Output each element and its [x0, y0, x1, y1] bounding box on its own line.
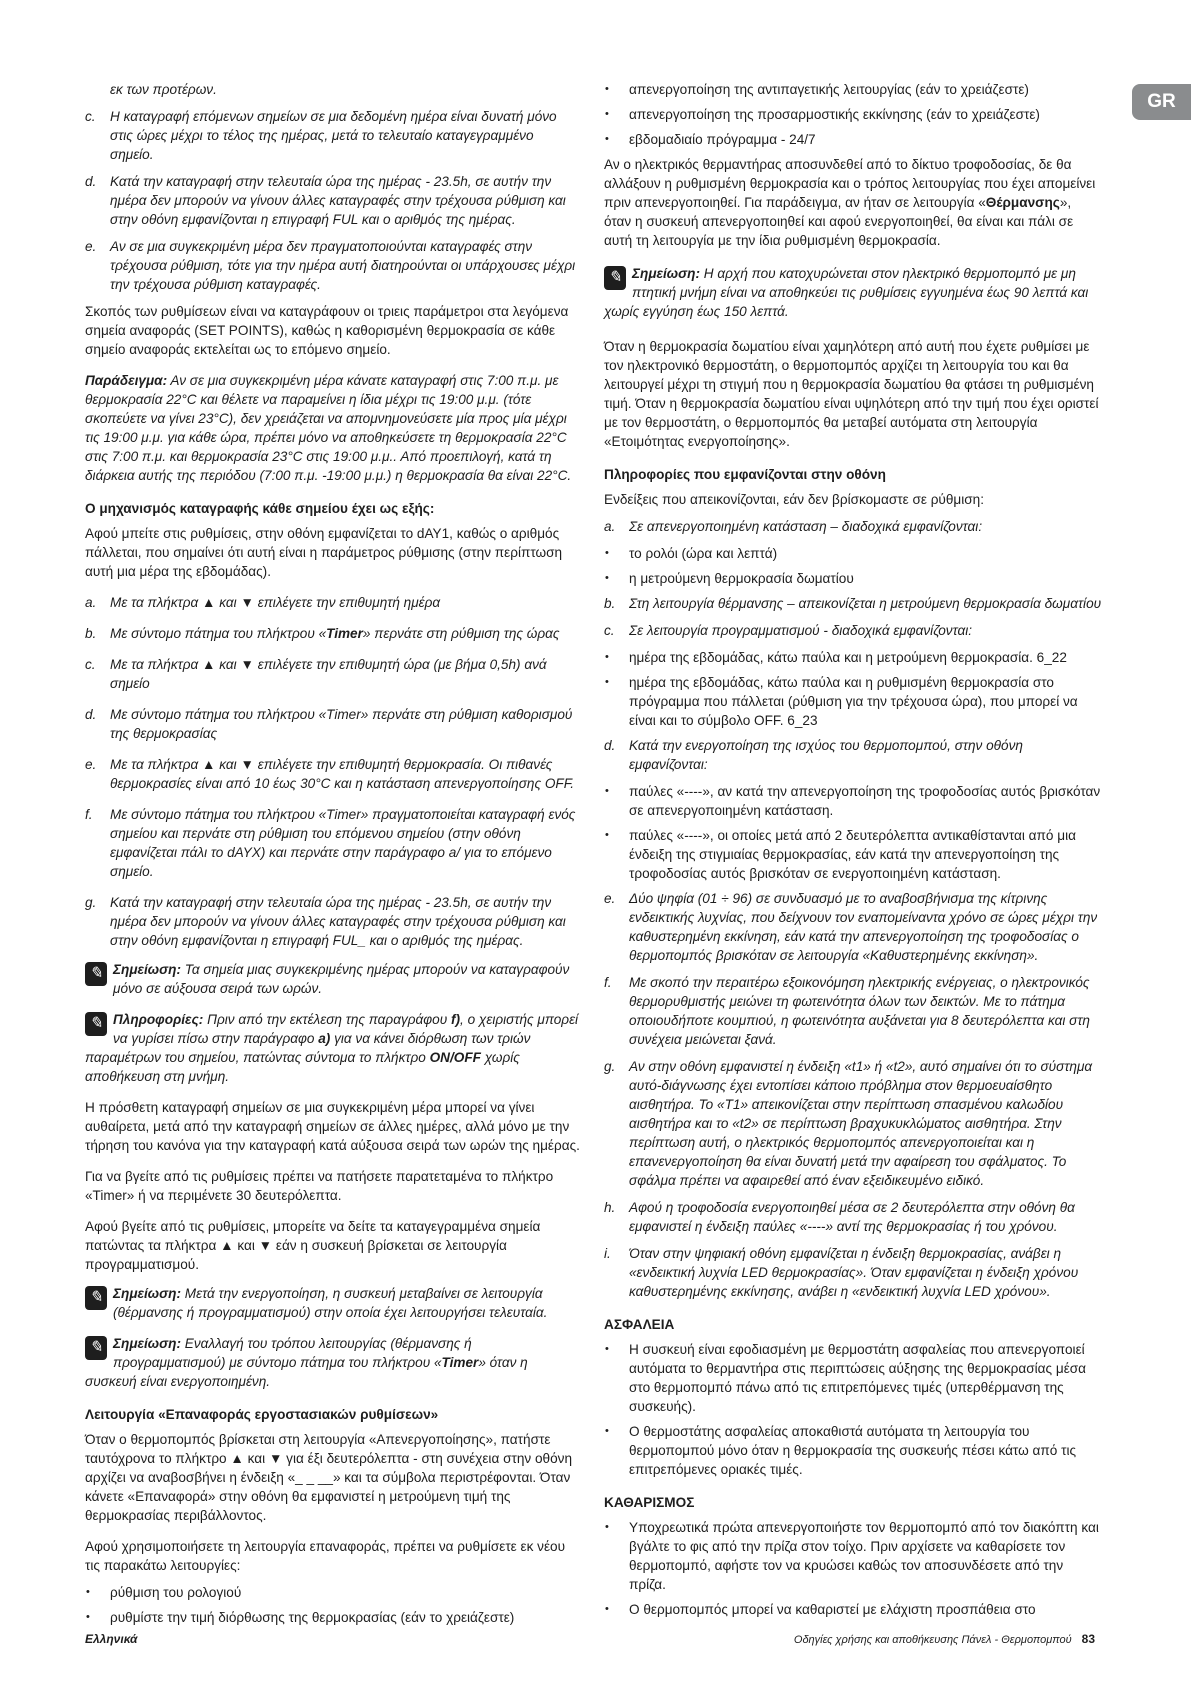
bullet-item: • το ρολόι (ώρα και λεπτά) — [605, 546, 778, 561]
note-box: ✎ Σημείωση: Μετά την ενεργοποίηση, η συσκευή μεταβαίνει σε λειτουργία (θέρμανσης ή προγραμματισμού) στην οποία έχει λειτουργήσει τελευταία. — [85, 1284, 580, 1322]
step-item: d. Με σύντομο πάτημα του πλήκτρου «Timer» περνάτε στη ρύθμιση καθορισμού της θερμοκρασίας — [85, 707, 573, 741]
pencil-icon: ✎ — [85, 1012, 107, 1036]
up-arrow-icon: ▲ — [202, 657, 216, 672]
down-arrow-icon: ▼ — [268, 1451, 283, 1466]
note-box: ✎ Σημείωση: Εναλλαγή του τρόπου λειτουργίας (θέρμανσης ή προγραμματισμού) με σύντομο πάτημα του πλήκτρου «Timer» όταν η συσκευή είναι ενεργοποιημένη. — [85, 1336, 528, 1389]
bullet-item: • ημέρα της εβδομάδας, κάτω παύλα και η μετρούμενη θερμοκρασία. 6_22 — [605, 650, 1067, 665]
paragraph: Ενδείξεις που απεικονίζονται, εάν δεν βρίσκομαστε σε ρύθμιση: — [604, 492, 985, 507]
note-box: ✎ Σημείωση: Τα σημεία μιας συγκεκριμένης ημέρας μπορούν να καταγραφούν μόνο σε αύξουσα σειρά των ωρών. — [85, 960, 580, 998]
step-item: a. Με τα πλήκτρα ▲ και ▼ επιλέγετε την επιθυμητή ημέρα — [85, 595, 441, 610]
step-item: c. Με τα πλήκτρα ▲ και ▼ επιλέγετε την επιθυμητή ώρα (με βήμα 0,5h) ανά σημείο — [85, 657, 547, 691]
up-arrow-icon: ▲ — [220, 1238, 234, 1253]
step-item: e. Με τα πλήκτρα ▲ και ▼ επιλέγετε την επιθυμητή θερμοκρασία. Οι πιθανές θερμοκρασίες είναι από 10 έως 30°C και η κατάσταση απενεργοποίησης OFF. — [85, 757, 575, 791]
list-item: e. Δύο ψηφία (01 ÷ 96) σε συνδυασμό με το αναβοσβήνισμα της κίτρινης ενδεικτικής λυχνίας, που δείχνουν τον εναπομείναντα χρόνο σε ώρες μέχρι την καθυστερημένη εκκίνηση, εάν κατά την απενεργοποίηση της τροφοδοσίας ο θερμοπομπός βρισκόταν σε λειτουργία «Καθυστερημένης εκκίνηση». — [604, 891, 1098, 963]
up-arrow-icon: ▲ — [202, 595, 216, 610]
pencil-icon: ✎ — [85, 1286, 107, 1310]
list-item: h. Αφού η τροφοδοσία ενεργοποιηθεί μέσα σε 2 δευτερόλεπτα στην οθόνη θα εμφανιστεί η ένδειξη παύλες «----» αντί της θερμοκρασίας ή του χρόνου. — [604, 1200, 1075, 1234]
list-item: i. Όταν στην ψηφιακή οθόνη εμφανίζεται η ένδειξη θερμοκρασίας, ανάβει η «ενδεικτική λυχνία LED θερμοκρασίας». Όταν εμφανίζεται η ένδειξη χρόνου καθυστερημένης εκκίνησης, ανάβει η «ενδεικτική λυχνία LED χρόνου». — [604, 1246, 1079, 1299]
up-arrow-icon: ▲ — [230, 1451, 244, 1466]
section-heading: Πληροφορίες που εμφανίζονται στην οθόνη — [604, 467, 886, 482]
bullet-item: • απενεργοποίηση της προσαρμοστικής εκκίνησης (εάν το χρειάζεστε) — [605, 107, 1040, 122]
bullet-item: • Ο θερμοπομπός μπορεί να καθαριστεί με ελάχιστη προσπάθεια στο — [605, 1602, 1036, 1617]
list-item: c. Η καταγραφή επόμενων σημείων σε μια δεδομένη ημέρα είναι δυνατή μόνο στις ώρες μέχρι το τέλος της ημέρας, μετά το τελευταίο καταγεγραμμένο σημείο. — [85, 109, 557, 162]
list-item: a. Σε απενεργοποιημένη κατάσταση – διαδοχικά εμφανίζονται: — [604, 519, 983, 534]
paragraph: Αφού χρησιμοποιήσετε τη λειτουργία επαναφοράς, πρέπει να ρυθμίσετε εκ νέου τις παρακάτω λειτουργίες: — [85, 1539, 566, 1573]
paragraph: Αφού βγείτε από τις ρυθμίσεις, μπορείτε να δείτε τα καταγεγραμμένα σημεία πατώντας τα πλήκτρα ▲ και ▼ εάν η συσκευή βρίσκεται σε λειτουργία προγραμματισμού. — [85, 1219, 541, 1272]
bullet-item: • ρύθμιση του ρολογιού — [86, 1585, 242, 1600]
page-number: 83 — [1081, 1632, 1095, 1646]
section-heading: Ο μηχανισμός καταγραφής κάθε σημείου έχει ως εξής: — [85, 501, 435, 516]
list-item: d. Κατά την ενεργοποίηση της ισχύος του θερμοπομπού, στην οθόνη εμφανίζονται: — [604, 738, 1023, 772]
paragraph: Όταν η θερμοκρασία δωματίου είναι χαμηλότερη από αυτή που έχετε ρυθμίσει με τον ηλεκτρονικό θερμοστάτη, ο θερμοπομπός αρχίζει τη λειτουργία του και θα λειτουργεί μέχρι τη στιγμή που η θερμοκρασία δωματίου θα φτάσει τη ρυθμισμένη τιμή. Όταν η θερμοκρασία δωματίου είναι υψηλότερη από την τιμή που έχει οριστεί με τον θερμοστάτη, ο θερμοπομπός θα μεταβεί αυτόματα στη λειτουργία «Ετοιμότητας ενεργοποίησης». — [604, 339, 1099, 449]
paragraph: Αφού μπείτε στις ρυθμίσεις, στην οθόνη εμφανίζεται το dAY1, καθώς ο αριθμός πάλλεται, που σημαίνει ότι αυτή είναι η παράμετρος ρύθμισης (στην περίπτωση αυτή μια μέρα της εβδομάδας). — [85, 526, 563, 579]
down-arrow-icon: ▼ — [240, 595, 254, 610]
section-heading: Λειτουργία «Επαναφοράς εργοστασιακών ρυθμίσεων» — [85, 1407, 439, 1422]
footer-title: Οδηγίες χρήσης και αποθήκευσης Πάνελ - Θερμοπομπού 83 — [793, 1632, 1095, 1646]
step-item: f. Με σύντομο πάτημα του πλήκτρου «Timer» πραγματοποιείται καταγραφή ενός σημείου και περνάτε στη ρύθμιση του επόμενου σημείου (στην οθόνη εμφανίζεται πάλι το dAYX) και περνάτε στην παράγραφο a/ για το επόμενο σημείο. — [85, 807, 576, 879]
bullet-item: • παύλες «----», αν κατά την απενεργοποίηση της τροφοδοσίας αυτός βρισκόταν σε απενεργοποιημένη κατάσταση. — [605, 784, 1101, 818]
bullet-item: • η μετρούμενη θερμοκρασία δωματίου — [605, 571, 854, 586]
pencil-icon: ✎ — [85, 1336, 107, 1360]
bullet-item: • Υποχρεωτικά πρώτα απενεργοποιήστε τον θερμοπομπό από τον διακόπτη και βγάλτε το φις από την πρίζα στον τοίχο. Πριν αρχίσετε να καθαρίσετε τον θερμοπομπό, αφήστε τον να κρυώσει καθώς τον αποσυνδέσετε από την πρίζα. — [605, 1520, 1099, 1592]
continued-text: εκ των προτέρων. — [110, 82, 217, 97]
paragraph: Όταν ο θερμοπομπός βρίσκεται στη λειτουργία «Απενεργοποίησης», πατήστε ταυτόχρονα το πλήκτρο ▲ και ▼ για έξι δευτερόλεπτα - στη συνέχεια στην οθόνη αρχίζει να αναβοσβήνει η ένδειξη «_ _ __» και τα σύμβολα περιστρέφονται. Όταν κάνετε «Επαναφορά» στην οθόνη θα εμφανιστεί η μετρούμενη τιμή της θερμοκρασίας περιβάλλοντος. — [85, 1432, 573, 1523]
pencil-icon: ✎ — [85, 962, 107, 986]
bullet-item: • Η συσκευή είναι εφοδιασμένη με θερμοστάτη ασφαλείας που απενεργοποιεί αυτόματα το θερμαντήρα στις περιπτώσεις αύξησης της θερμοκρασίας μέσα στο θερμοπομπό πάνω από τις επιτρεπόμενες τιμές (υπερθέρμανση της συσκευής). — [605, 1342, 1086, 1414]
paragraph: Για να βγείτε από τις ρυθμίσεις πρέπει να πατήσετε παρατεταμένα το πλήκτρο «Timer» ή να περιμένετε 30 δευτερόλεπτα. — [85, 1169, 554, 1203]
paragraph: Σκοπός των ρυθμίσεων είναι να καταγράφουν οι τριεις παράμετροι στα λεγόμενα σημεία αναφοράς (SET POINTS), καθώς η καθορισμένη θερμοκρασία σε κάθε σημείο αναφοράς εκτελείται ως το επόμενο σημείο. — [85, 304, 569, 357]
example-paragraph: Παράδειγμα: Αν σε μια συγκεκριμένη μέρα κάνατε καταγραφή στις 7:00 π.μ. με θερμοκρασία 22°C και θέλετε να παραμείνει η ίδια μέχρι τις 19:00 μ.μ. (τότε σκοπεύετε να γίνει 23°C), δεν χρειάζεται να απομνημονεύσετε μία προς μία μέχρι τις 19:00 μ.μ. για κάθε ώρα, πρέπει μόνο να αποθηκεύσετε τη θερμοκρασία 22°C στις 7:00 π.μ. και θερμοκρασία 23°C στις 19:00 μ.μ.. Από προεπιλογή, κατά τη διάρκεια αυτής της περιόδου (7:00 π.μ. -19:00 μ.μ.) η θερμοκρασία θα είναι 22°C. — [85, 373, 572, 483]
down-arrow-icon: ▼ — [240, 757, 254, 772]
list-item: e. Αν σε μια συγκεκριμένη μέρα δεν πραγματοποιούνται καταγραφές στην τρέχουσα ρύθμιση, τότε για την ημέρα αυτή διατηρούνται οι υπάρχουσες μέχρι την τρέχουσα ρύθμιση καταγραφές. — [85, 239, 576, 292]
down-arrow-icon: ▼ — [258, 1238, 273, 1253]
list-item: g. Αν στην οθόνη εμφανιστεί η ένδειξη «t1» ή «t2», αυτό σημαίνει ότι το σύστημα αυτό-διάγνωσης έχει εντοπίσει κάποιο πρόβλημα στον θερμοευαίσθητο αισθητήρα. Το «T1» απεικονίζεται στην περίπτωση σπασμένου καλωδίου αισθητήρα και το «t2» σε περίπτωση βραχυκυκλώματος αισθητήρα. Στην περίπτωση αυτή, ο ηλεκτρικός θερμοπομπός απενεργοποιείται και η επανενεργοποίηση θα είναι δυνατή μετά την αφαίρεση του σφάλματος. Το σφάλμα πρέπει να αφαιρεθεί από έναν εξειδικευμένο ειδικό. — [604, 1059, 1093, 1188]
section-heading: ΚΑΘΑΡΙΣΜΟΣ — [604, 1495, 695, 1510]
step-item: b. Με σύντομο πάτημα του πλήκτρου «Timer» περνάτε στη ρύθμιση της ώρας — [85, 626, 560, 641]
info-box: ✎ Πληροφορίες: Πριν από την εκτέλεση της παραγράφου f), ο χειριστής μπορεί να γυρίσει πίσω στην παράγραφο a) για να κάνει διόρθωση των τριών παραμέτρων του σημείου, πατώντας σύντομα το πλήκτρο ON/OFF χωρίς αποθήκευση στη μνήμη. — [85, 1012, 579, 1084]
right-column — [604, 80, 1102, 1625]
paragraph: Αν ο ηλεκτρικός θερμαντήρας αποσυνδεθεί από το δίκτυο τροφοδοσίας, δε θα αλλάξουν η ρυθμισμένη θερμοκρασία και ο τρόπος λειτουργίας που έχει απομείνει πριν απενεργοποιηθεί. Για παράδειγμα, αν ήταν σε λειτουργία «Θέρμανσης», όταν η συσκευή απενεργοποιηθεί και αφού ενεργοποιηθεί, θα είναι και πάλι σε αυτή τη λειτουργία με την ίδια ρυθμισμένη θερμοκρασία. — [604, 157, 1096, 248]
bullet-item: • ημέρα της εβδομάδας, κάτω παύλα και η ρυθμισμένη θερμοκρασία στο πρόγραμμα που πάλλεται (ρύθμιση για την τρέχουσα ώρα), που μπορεί να είναι και το σύμβολο OFF. 6_23 — [605, 675, 1078, 728]
list-item: b. Στη λειτουργία θέρμανσης – απεικονίζεται η μετρούμενη θερμοκρασία δωματίου — [604, 596, 1102, 611]
bullet-item: • παύλες «----», οι οποίες μετά από 2 δευτερόλεπτα αντικαθίστανται από μια ένδειξη της στιγμιαίας θερμοκρασίας, εάν κατά την απενεργοποίηση της τροφοδοσίας αυτός βρισκόταν σε ενεργοποιημένη κατάσταση. — [605, 828, 1076, 881]
list-item: d. Κατά την καταγραφή στην τελευταία ώρα της ημέρας - 23.5h, σε αυτήν την ημέρα δεν μπορούν να γίνουν άλλες καταγραφές στην τρέχουσα ρύθμιση και στην οθόνη εμφανίζονται η επιγραφή FUL και ο αριθμός της ημέρας. — [85, 174, 566, 227]
note-box: ✎ Σημείωση: Η αρχή που κατοχυρώνεται στον ηλεκτρικό θερμοπομπό με μη πτητική μνήμη είναι να αποθηκεύει τις ρυθμίσεις εγγυημένα έως 90 λεπτά και χωρίς εγγύηση έως 150 λεπτά. — [604, 266, 1089, 319]
up-arrow-icon: ▲ — [202, 757, 216, 772]
pencil-icon: ✎ — [604, 266, 626, 290]
paragraph: Η πρόσθετη καταγραφή σημείων σε μια συγκεκριμένη μέρα μπορεί να γίνει αυθαίρετα, μετά από την καταγραφή σημείων σε άλλες ημέρες, αλλά μόνο με την τήρηση του κανόνα για την καταγραφή κατά αύξουσα σειρά των ωρών της ημέρας. — [85, 1100, 580, 1153]
down-arrow-icon: ▼ — [240, 657, 254, 672]
section-heading: ΑΣΦΑΛΕΙΑ — [604, 1317, 675, 1332]
footer-language: Ελληνικά — [85, 1632, 138, 1646]
bullet-item: • Ο θερμοστάτης ασφαλείας αποκαθιστά αυτόματα τη λειτουργία του θερμοπομπού μόνο όταν η θερμοκρασία της συσκευής πέσει κάτω από τις επιτρεπόμενες οριακές τιμές. — [605, 1424, 1077, 1477]
left-column — [85, 80, 580, 1633]
bullet-item: • εβδομαδιαίο πρόγραμμα - 24/7 — [605, 132, 816, 147]
bullet-item: • απενεργοποίηση της αντιπαγετικής λειτουργίας (εάν το χρειάζεστε) — [605, 82, 1029, 97]
step-item: g. Κατά την καταγραφή στην τελευταία ώρα της ημέρας - 23.5h, σε αυτήν την ημέρα δεν μπορούν να γίνουν άλλες καταγραφές στην τρέχουσα ρύθμιση και στην οθόνη εμφανίζονται η επιγραφή FUL_ και ο αριθμός της ημέρας. — [85, 895, 566, 948]
bullet-item: • ρυθμίστε την τιμή διόρθωσης της θερμοκρασίας (εάν το χρειάζεστε) — [86, 1610, 515, 1625]
language-tab: GR — [1132, 84, 1191, 120]
list-item: f. Με σκοπό την περαιτέρω εξοικονόμηση ηλεκτρικής ενέργειας, ο ηλεκτρονικός θερμορυθμιστής μειώνει τη φωτεινότητα όλων των δεικτών. Με το πάτημα οποιουδήποτε κουμπιού, η φωτεινότητα αυξάνεται για 8 δευτερόλεπτα και στη συνέχεια μειώνεται ξανά. — [604, 975, 1090, 1047]
list-item: c. Σε λειτουργία προγραμματισμού - διαδοχικά εμφανίζονται: — [604, 623, 973, 638]
